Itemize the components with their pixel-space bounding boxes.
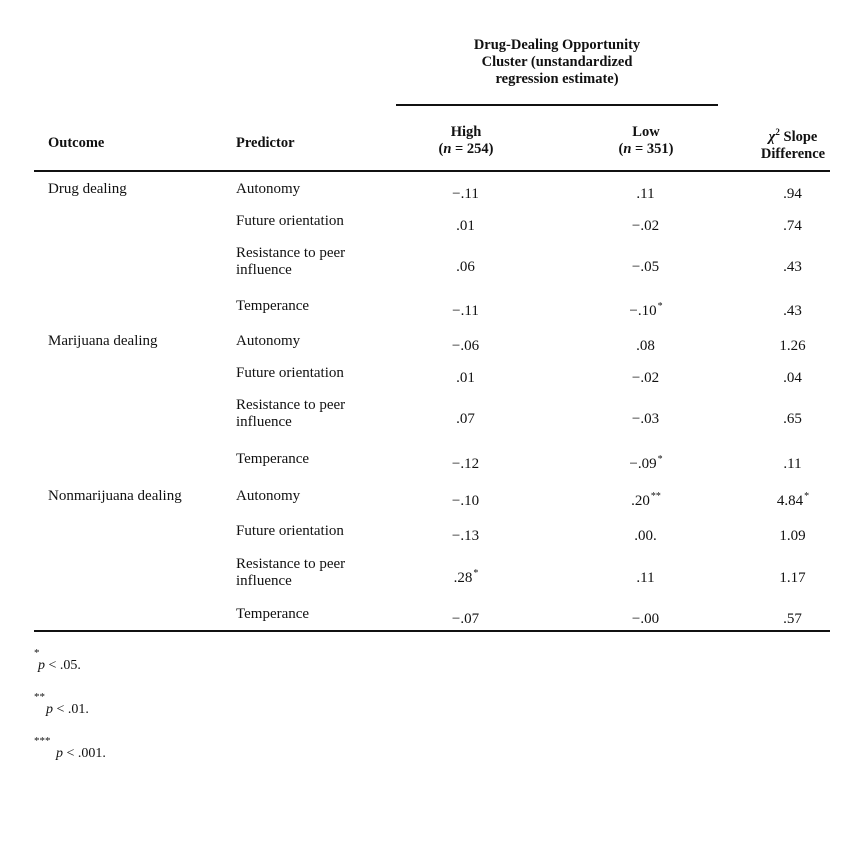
row-predictor: Autonomy: [236, 333, 301, 349]
row-chi: .74: [783, 218, 802, 234]
row-high: .28*: [453, 568, 479, 586]
row-outcome: Nonmarijuana dealing: [48, 488, 182, 504]
row-high: .01: [456, 370, 475, 386]
row-predictor: Future orientation: [236, 523, 344, 539]
column-header-row: [0, 124, 860, 166]
header-outcome: Outcome: [48, 135, 105, 151]
row-low: .11: [636, 570, 655, 586]
row-predictor: Temperance: [236, 298, 310, 314]
footnote-text: p < .05.: [38, 658, 81, 673]
header-low-n: (n = 351): [618, 141, 674, 157]
row-low: −.09*: [629, 454, 663, 472]
row-low: −.10*: [629, 301, 663, 319]
row-low: .11: [636, 186, 655, 202]
cluster-header-line: Drug-Dealing Opportunity: [473, 37, 641, 53]
cluster-divider: [396, 104, 718, 106]
row-chi: 1.17: [779, 570, 806, 586]
footnote-mark: *: [34, 647, 40, 659]
row-predictor: Temperance: [236, 606, 310, 622]
header-high: [396, 124, 536, 158]
row-low: −.00: [631, 611, 660, 627]
footnote-mark: ***: [34, 735, 51, 747]
header-low: [576, 124, 716, 158]
row-high: −.06: [451, 338, 480, 354]
row-high: −.11: [452, 303, 479, 319]
row-high: .01: [456, 218, 475, 234]
row-chi: .94: [783, 186, 802, 202]
header-high-label: High: [450, 124, 482, 140]
footnote-text: p < .01.: [46, 702, 89, 717]
row-predictor: Autonomy: [236, 488, 301, 504]
row-low: .00.: [634, 528, 657, 544]
footnote: [34, 648, 81, 674]
row-high: −.11: [452, 186, 479, 202]
row-chi: 4.84*: [776, 491, 810, 509]
row-high: −.12: [451, 456, 480, 472]
row-chi: .11: [783, 456, 802, 472]
footnote-mark: **: [34, 691, 45, 703]
row-low: −.05: [631, 259, 660, 275]
row-low: −.03: [631, 411, 660, 427]
header-chi-line-2: Difference: [760, 145, 826, 162]
row-high: .06: [456, 259, 475, 275]
row-high: .07: [456, 411, 475, 427]
row-high: −.07: [451, 611, 480, 627]
row-chi: 1.26: [779, 338, 806, 354]
row-chi: .04: [783, 370, 802, 386]
row-predictor: Future orientation: [236, 365, 344, 381]
cluster-header-line: regression estimate): [495, 71, 619, 87]
row-chi: .65: [783, 411, 802, 427]
cluster-header-line: Cluster (unstandardized: [481, 54, 633, 70]
row-predictor: Future orientation: [236, 213, 344, 229]
header-chi-line-1: $\chi^2$ Slope: [768, 127, 818, 145]
row-chi: .57: [783, 611, 802, 627]
row-predictor: Resistance to peer influence: [236, 556, 346, 589]
row-low: .20**: [631, 491, 661, 509]
header-low-label: Low: [632, 124, 660, 140]
row-high: −.13: [451, 528, 480, 544]
row-low: −.02: [631, 218, 660, 234]
cluster-header: [396, 37, 718, 88]
row-chi: 1.09: [779, 528, 806, 544]
row-low: −.02: [631, 370, 660, 386]
table-bottom-rule: [34, 630, 830, 632]
header-divider: [34, 170, 830, 172]
row-predictor: Autonomy: [236, 181, 301, 197]
header-high-n: (n = 254): [438, 141, 494, 157]
footnote: [34, 736, 106, 762]
row-outcome: Marijuana dealing: [48, 333, 158, 349]
row-predictor: Temperance: [236, 451, 310, 467]
row-chi: .43: [783, 303, 802, 319]
row-outcome: Drug dealing: [48, 181, 127, 197]
header-chi-square: [748, 124, 838, 163]
row-low: .08: [636, 338, 655, 354]
footnote-text: p < .001.: [56, 746, 106, 761]
row-chi: .43: [783, 259, 802, 275]
header-predictor: Predictor: [236, 135, 295, 151]
row-predictor: Resistance to peer influence: [236, 245, 346, 278]
footnote: [34, 692, 89, 718]
row-high: −.10: [451, 493, 480, 509]
row-predictor: Resistance to peer influence: [236, 397, 346, 430]
